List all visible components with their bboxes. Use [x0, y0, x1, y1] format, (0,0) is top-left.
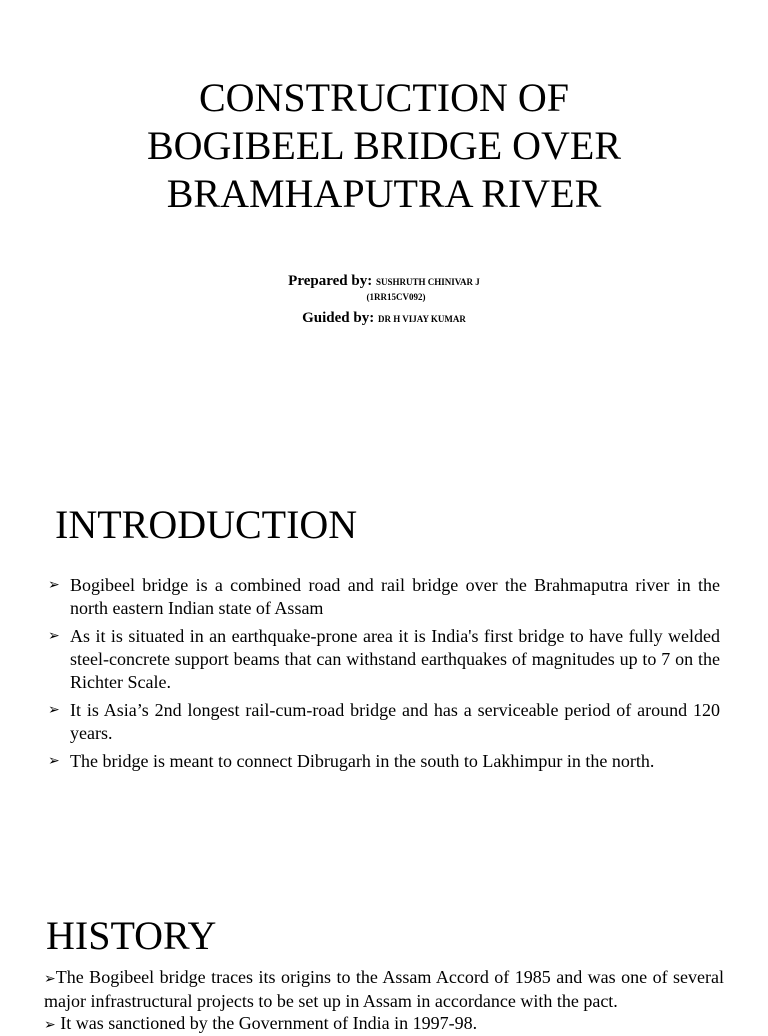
arrow-bullet-icon: ➢: [48, 628, 60, 644]
guided-by-label: Guided by:: [302, 310, 375, 326]
arrow-bullet-icon: ➢: [48, 702, 60, 718]
introduction-heading: INTRODUCTION: [55, 502, 358, 547]
history-paragraph-text: It was sanctioned by the Government of India in 1997-98.: [60, 1013, 478, 1033]
prepared-by-name: SUSHRUTH CHINIVAR J: [375, 277, 480, 287]
list-item: [48, 574, 720, 620]
guided-by-name: DR H VIJAY KUMAR: [377, 314, 466, 324]
bullet-text: As it is situated in an earthquake-prone area it is India's first bridge to have fully welded steel-concrete support beams that can withstand earthquakes of magnitudes up to 7 on the Richter Scale.: [70, 626, 720, 692]
history-heading: HISTORY: [46, 913, 217, 958]
credits-block: [0, 271, 768, 329]
arrow-bullet-icon: ➢: [44, 1017, 56, 1033]
history-paragraph: [44, 1012, 724, 1036]
arrow-bullet-icon: ➢: [48, 753, 60, 769]
prepared-by-line: [0, 271, 768, 292]
bullet-text: Bogibeel bridge is a combined road and rail bridge over the Brahmaputra river in the north eastern Indian state of Assam: [70, 575, 720, 618]
bullet-text: The bridge is meant to connect Dibrugarh in the south to Lakhimpur in the north.: [70, 751, 655, 771]
introduction-bullet-list: [48, 574, 720, 778]
arrow-bullet-icon: ➢: [44, 971, 56, 987]
bullet-text: It is Asia’s 2nd longest rail-cum-road bridge and has a serviceable period of around 120 years.: [70, 700, 720, 743]
history-paragraph: [44, 966, 724, 1012]
guided-by-line: [0, 308, 768, 329]
list-item: [48, 625, 720, 694]
list-item: [48, 750, 720, 773]
prepared-by-id: (1RR15CV092): [366, 292, 426, 302]
title-slide: [0, 0, 768, 440]
history-slide: [0, 900, 768, 1033]
title-line-2: BOGIBEEL BRIDGE OVER: [146, 123, 622, 168]
prepared-by-label: Prepared by:: [288, 273, 373, 289]
list-item: [48, 699, 720, 745]
history-paragraph-text: The Bogibeel bridge traces its origins to the Assam Accord of 1985 and was one of several major infrastructural projects to be set up in Assam in accordance with the pact.: [44, 967, 724, 1011]
arrow-bullet-icon: ➢: [48, 577, 60, 593]
history-body: [44, 966, 724, 1036]
title-line-3: BRAMHAPUTRA RIVER: [166, 171, 602, 216]
slide-title: [0, 74, 768, 218]
introduction-slide: [0, 440, 768, 900]
title-line-1: CONSTRUCTION OF: [198, 75, 570, 120]
